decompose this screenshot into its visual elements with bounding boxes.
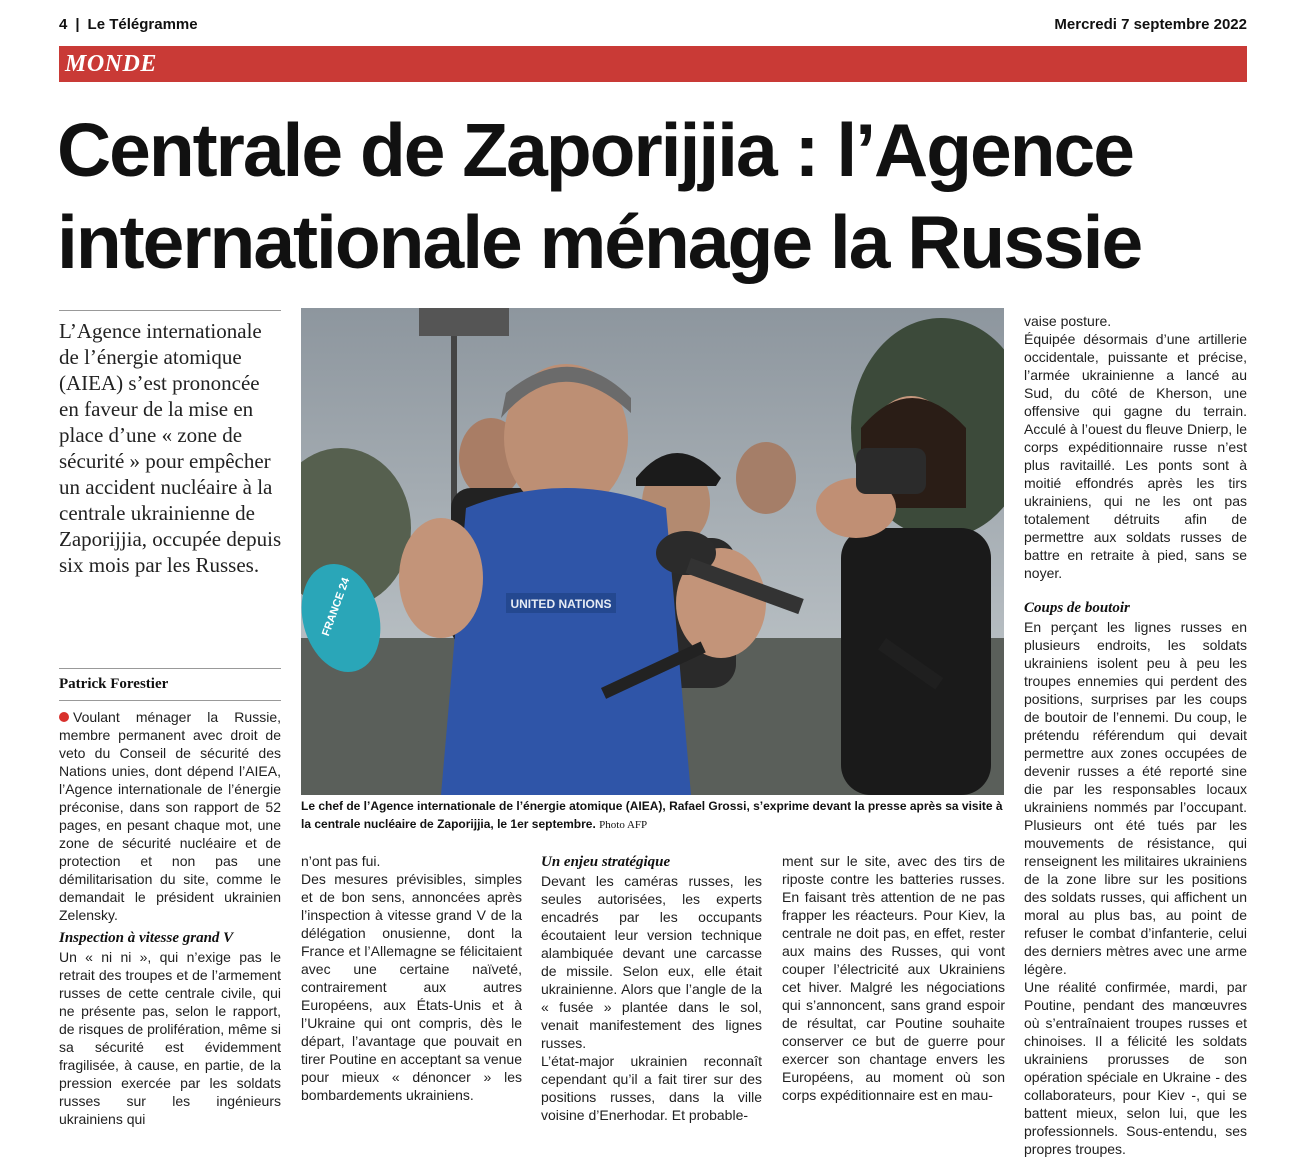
chapo-divider — [59, 310, 281, 311]
paragraph: Un « ni ni », qui n’exige pas le retrait des troupes et de l’armement russes de cette centrale civile, qui ne présente pas, selon le rapport, de risques de prolifération, même si sa sécurité est évidemment fragilisée, à cause, en partie, de la pression exercée par les soldats russes sur les ingénieurs ukrainiens qui — [59, 949, 281, 1127]
paragraph: vaise posture. — [1024, 313, 1112, 329]
mic-label: FRANCE 24 — [320, 576, 353, 638]
photo-credit: Photo AFP — [599, 819, 648, 831]
byline-rule-bottom — [59, 700, 281, 701]
issue-date: Mercredi 7 septembre 2022 — [1054, 16, 1247, 33]
press-photo — [301, 308, 1004, 795]
article-column-4 — [782, 852, 1005, 1104]
byline-rule-top — [59, 668, 281, 669]
paragraph: ment sur le site, avec des tirs de riposte contre les batteries russes. En faisant très attention de ne pas frapper les réacteurs. Pour Kiev, la centrale ne doit pas, en effet, rester aux mains des Russes, qui vont couper l’électricité aux Ukrainiens cet hiver. Malgré les négociations qui s’annoncent, sans grand espoir de résultat, car Poutine souhaite conserver ce but de guerre pour exercer son chantage envers les Européens, au moment où son corps expéditionnaire est en mau- — [782, 853, 1005, 1103]
article-column-3 — [541, 852, 762, 1124]
vest-label: UNITED NATIONS — [510, 597, 612, 611]
subhead-coups: Coups de boutoir — [1024, 600, 1130, 616]
section-label: MONDE — [65, 50, 157, 77]
headline: Centrale de Zaporijjia : l’Agence internationale ménage la Russie — [57, 108, 1142, 284]
page-folio — [59, 16, 198, 33]
paragraph: Devant les caméras russes, les seules autorisées, les experts encadrés par les occupants écoutaient leur version technique alambiquée devant une carcasse de missile. Selon eux, elle était ukrainienne. Alors que l’angle de la « fusée » plantée dans le sol, venait manifestement des lignes russes. — [541, 873, 762, 1051]
bullet-dot-icon — [59, 712, 69, 722]
paragraph: Équipée désormais d’une artillerie occidentale, puissante et précise, l’armée ukrainienne a lancé au Sud, du côté de Kherson, une offensive qui gagne du terrain. Acculé à l’ouest du fleuve Dnierp, le corps expéditionnaire russe n’est plus ravitaillé. Les ponts sont à moitié effondrés après les tirs ukrainiens, qui ne les ont pas totalement détruits afin de permettre aux soldats russes de battre en retraite à pied, sans se noyer. — [1024, 331, 1247, 581]
byline: Patrick Forestier — [59, 676, 169, 692]
article-column-2 — [301, 852, 522, 1104]
chapo: L’Agence internationale de l’énergie atomique (AIEA) s’est prononcée en faveur de la mise en place d’une « zone de sécurité » pour empêcher un accident nucléaire à la centrale ukrainienne de Zaporijjia, occupée depuis six mois par les Russes. — [59, 319, 282, 577]
subhead-enjeu: Un enjeu stratégique — [541, 854, 671, 870]
article-column-5 — [1024, 312, 1247, 1158]
paragraph: En perçant les lignes russes en plusieurs endroits, les soldats ukrainiens isolent peu à peu les troupes ennemies qui perdent des positions, surprises par les coups de boutoir de l’ennemi. Du coup, le prétendu référendum qui devait permettre aux zones occupées de devenir russes a été reporté sine die par les responsables locaux ukrainiens nommés par l’occupant. Plusieurs ont été tués par les mouvements de résistance, qui renseignent les militaires ukrainiens de la zone libre sur les positions des soldats russes, qui affichent un moral au plus bas, au point de refuser le combat d’infanterie, celui des derniers mètres avec une arme légère. — [1024, 619, 1247, 977]
publication-name: Le Télégramme — [87, 16, 198, 33]
paragraph: Une réalité confirmée, mardi, par Poutine, pendant des manœuvres où s’entraînaient troupes russes et chinoises. Il a félicité les soldats ukrainiens prorusses de son opération spéciale en Ukraine - des collaborateurs, pour Kiev -, qui se battent mieux, selon lui, que les professionnels. Sous-entendu, ses propres troupes. — [1024, 979, 1247, 1157]
paragraph: L’état-major ukrainien reconnaît cependant qu’il a fait tirer sur des positions russes, dans la ville voisine d’Enerhodar. Et probable- — [541, 1053, 762, 1123]
article-column-1 — [59, 708, 281, 1128]
subhead-inspection: Inspection à vitesse grand V — [59, 930, 234, 946]
lead-text: Voulant ménager la Russie, membre permanent avec droit de veto du Conseil de sécurité des Nations unies, dont dépend l’AIEA, l’Agence internationale de l’énergie préconise, dans son rapport de 52 pages, en pesant chaque mot, une zone de sécurité nucléaire et de protection et non pas une démilitarisation du site, comme le demandait le président ukrainien Zelensky. — [59, 709, 281, 923]
page-number: 4 — [59, 16, 68, 33]
photo-caption — [301, 797, 1009, 833]
folio-separator: | — [75, 16, 80, 33]
lead-paragraph — [59, 708, 281, 924]
paragraph: n’ont pas fui. — [301, 853, 381, 869]
caption-text: Le chef de l’Agence internationale de l’énergie atomique (AIEA), Rafael Grossi, s’exprime devant la presse après sa visite à la centrale nucléaire de Zaporijjia, le 1er septembre. — [301, 799, 1003, 831]
paragraph: Des mesures prévisibles, simples et de bon sens, annoncées après l’inspection à vitesse grand V de la délégation onusienne, dont la France et l’Allemagne se félicitaient avec une certaine naïveté, contrairement aux autres Européens, aux États-Unis et à l’Ukraine qui ont compris, dès le départ, l’avantage que pouvait en tirer Poutine en acceptant sa venue pour mieux « dénoncer » les bombardements ukrainiens. — [301, 871, 522, 1103]
section-band — [59, 46, 1247, 82]
